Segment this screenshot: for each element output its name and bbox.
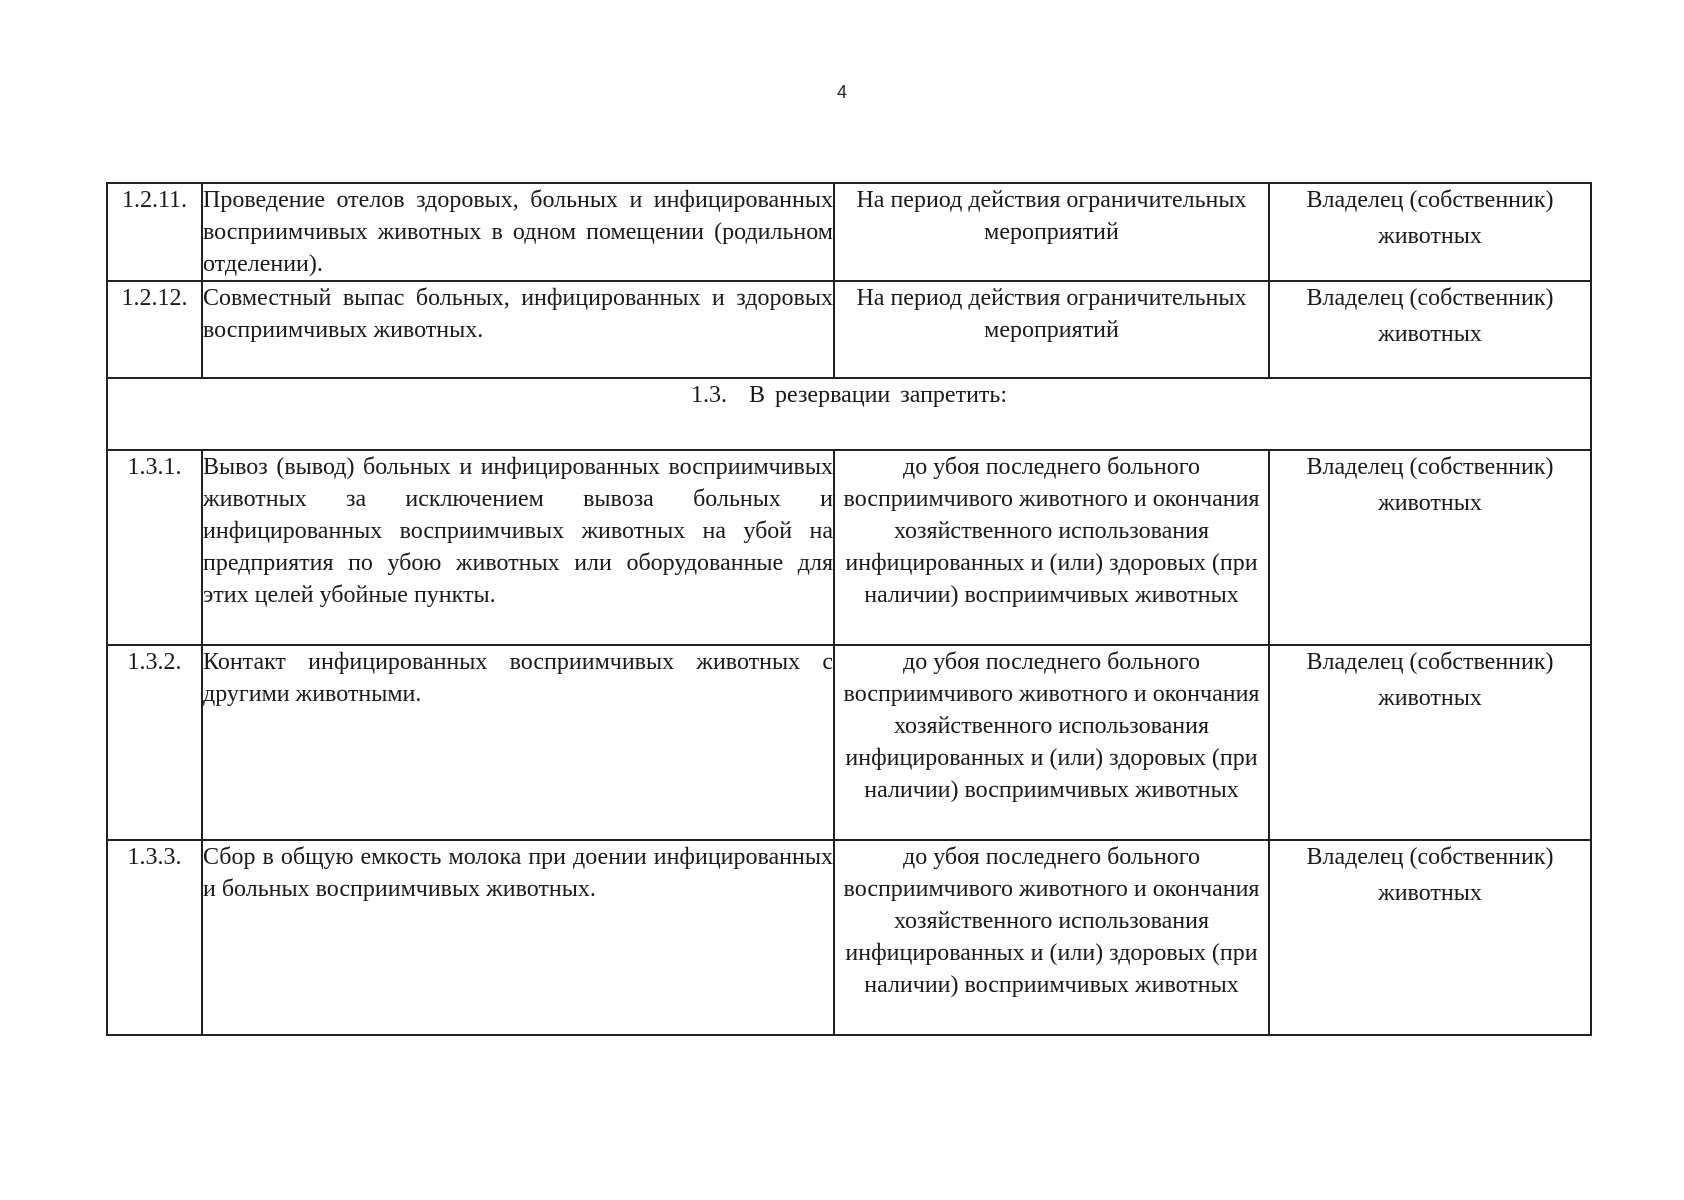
row-number: 1.3.2.	[107, 645, 202, 840]
table-row	[107, 840, 1591, 1035]
section-number: 1.3.	[690, 382, 727, 408]
row-description: Проведение отелов здоровых, больных и инфицированных восприимчивых животных в одном помещении (родильном отделении).	[202, 183, 834, 281]
responsible-line-1: Владелец (собственник)	[1306, 187, 1554, 213]
row-description: Совместный выпас больных, инфицированных и здоровых восприимчивых животных.	[202, 281, 834, 378]
row-number: 1.3.3.	[107, 840, 202, 1035]
responsible-line-2: животных	[1378, 490, 1482, 516]
responsible-line-1: Владелец (собственник)	[1306, 454, 1554, 480]
section-title: В резервации запретить:	[748, 382, 1008, 408]
responsible-line-2: животных	[1378, 685, 1482, 711]
row-number: 1.3.1.	[107, 450, 202, 645]
row-number: 1.2.12.	[107, 281, 202, 378]
section-header	[107, 378, 1591, 450]
table-row	[107, 281, 1591, 378]
page-number: 4	[836, 82, 847, 102]
row-description: Контакт инфицированных восприимчивых животных с другими животными.	[202, 645, 834, 840]
responsible-line-1: Владелец (собственник)	[1306, 649, 1554, 675]
responsible-line-2: животных	[1378, 223, 1482, 249]
row-period: На период действия ограничительных мероприятий	[834, 183, 1269, 281]
responsible-line-1: Владелец (собственник)	[1306, 844, 1554, 870]
row-period: до убоя последнего больного восприимчивого животного и окончания хозяйственного использования инфицированных и (или) здоровых (при наличии) восприимчивых животных	[834, 450, 1269, 645]
table-row	[107, 645, 1591, 840]
table-row	[107, 183, 1591, 281]
row-period: до убоя последнего больного восприимчивого животного и окончания хозяйственного использования инфицированных и (или) здоровых (при наличии) восприимчивых животных	[834, 645, 1269, 840]
measures-table	[106, 182, 1592, 1036]
row-responsible	[1269, 450, 1591, 645]
row-number: 1.2.11.	[107, 183, 202, 281]
row-responsible	[1269, 840, 1591, 1035]
row-responsible	[1269, 183, 1591, 281]
responsible-line-2: животных	[1378, 321, 1482, 347]
responsible-line-1: Владелец (собственник)	[1306, 285, 1554, 311]
row-description: Вывоз (вывод) больных и инфицированных восприимчивых животных за исключением вывоза больных и инфицированных восприимчивых животных на убой на предприятия по убою животных или оборудованные для этих целей убойные пункты.	[202, 450, 834, 645]
row-period: до убоя последнего больного восприимчивого животного и окончания хозяйственного использования инфицированных и (или) здоровых (при наличии) восприимчивых животных	[834, 840, 1269, 1035]
responsible-line-2: животных	[1378, 880, 1482, 906]
row-period: На период действия ограничительных мероприятий	[834, 281, 1269, 378]
section-header-row	[107, 378, 1591, 450]
row-description: Сбор в общую емкость молока при доении инфицированных и больных восприимчивых животных.	[202, 840, 834, 1035]
row-responsible	[1269, 281, 1591, 378]
row-responsible	[1269, 645, 1591, 840]
table-row	[107, 450, 1591, 645]
